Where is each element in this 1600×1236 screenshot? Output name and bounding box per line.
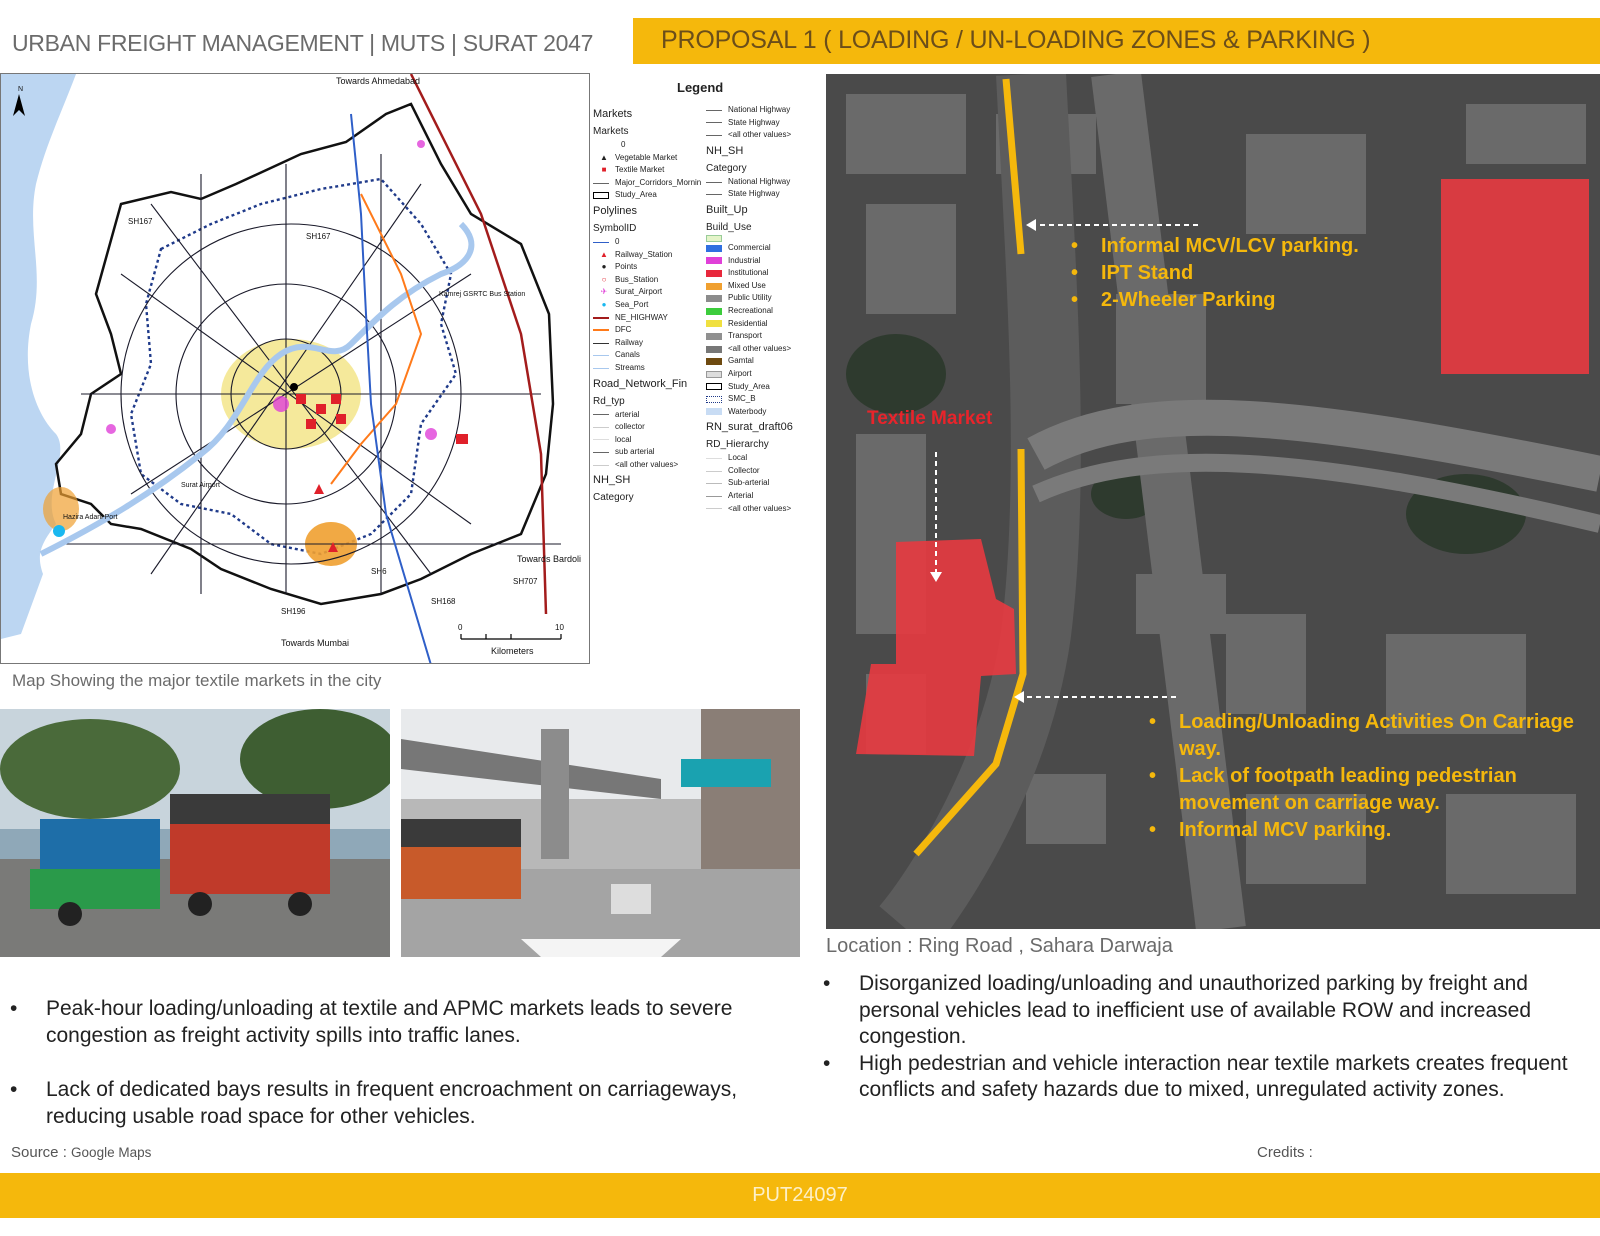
legend-item: 0 xyxy=(593,236,703,249)
legend-item: National Highway xyxy=(706,176,816,189)
sh196-label: SH196 xyxy=(281,607,306,616)
legend-item: Collector xyxy=(706,465,816,478)
legend-item: <all other values> xyxy=(706,129,816,142)
legend-heading: NH_SH xyxy=(593,474,631,487)
legend-item: <all other values> xyxy=(706,503,816,516)
legend-item: ▲ Railway_Station xyxy=(600,249,673,259)
towards-ahmedabad-label: Towards Ahmedabad xyxy=(336,76,421,86)
legend-item: Streams xyxy=(593,362,703,375)
footer-code: PUT24097 xyxy=(752,1184,848,1206)
source-value: Google Maps xyxy=(71,1145,152,1160)
bottom-note: • Lack of footpath leading pedestrian movement on carriage way. xyxy=(1149,765,1517,814)
legend-item: ✈ Surat_Airport xyxy=(600,287,663,297)
legend-item: Institutional xyxy=(706,267,816,280)
sh167-label-b: SH167 xyxy=(306,232,331,241)
sh167-label-a: SH167 xyxy=(128,217,153,226)
top-note: • 2-Wheeler Parking xyxy=(1071,289,1276,311)
legend-item: Railway xyxy=(593,337,703,350)
sh707-label: SH707 xyxy=(513,577,538,586)
legend-heading: Markets xyxy=(593,126,629,137)
source-label: Source : xyxy=(11,1144,67,1161)
legend-item: Recreational xyxy=(706,305,816,318)
legend-heading: Build_Use xyxy=(706,221,752,233)
map-caption: Map Showing the major textile markets in the city xyxy=(12,671,382,690)
observation-item: • High pedestrian and vehicle interaction near textile markets creates frequent conflicts and safety hazards due to mixed, unregulated activity zones. xyxy=(823,1051,1568,1101)
right-observations xyxy=(823,971,1593,1104)
observation-item: • Lack of dedicated bays results in frequent encroachment on carriageways, reducing usable road space for other vehicles. xyxy=(10,1078,738,1128)
legend-item: Public Utility xyxy=(706,292,816,305)
top-note: • IPT Stand xyxy=(1071,262,1194,284)
legend-item: collector xyxy=(593,421,703,434)
source-note xyxy=(11,1144,151,1161)
legend-item: Local xyxy=(706,452,816,465)
legend-item: Arterial xyxy=(706,490,816,503)
legend-title: Legend xyxy=(677,80,724,95)
legend-item: sub arterial xyxy=(593,446,703,459)
scale-start-label: 0 xyxy=(458,623,463,632)
observation-item: • Peak-hour loading/unloading at textile and APMC markets leads to severe congestion as freight activity spills into traffic lanes. xyxy=(10,997,733,1047)
legend-item: Study_Area xyxy=(593,189,703,202)
legend-item: SMC_B xyxy=(706,393,816,406)
proposal-banner xyxy=(633,18,1600,64)
legend-item: <all other values> xyxy=(593,459,703,472)
legend-item: local xyxy=(593,434,703,447)
legend-heading: RN_surat_draft06 xyxy=(706,421,793,434)
legend-item: Industrial xyxy=(706,255,816,268)
legend-item: ● Points xyxy=(601,262,638,272)
left-observations xyxy=(10,996,790,1130)
bottom-note: • Informal MCV parking. xyxy=(1149,819,1392,841)
legend-item: DFC xyxy=(593,324,703,337)
legend-item: 0 xyxy=(621,140,626,149)
legend-item: Sub-arterial xyxy=(706,477,816,490)
legend-heading: Built_Up xyxy=(706,203,748,216)
legend-heading: SymbolID xyxy=(593,222,637,234)
legend-item: Gamtal xyxy=(706,355,816,368)
legend-left-column xyxy=(593,105,703,505)
legend-heading: Category xyxy=(706,162,747,174)
city-map xyxy=(0,73,590,664)
legend-item: Mixed Use xyxy=(706,280,816,293)
legend-item: arterial xyxy=(593,409,703,422)
scale-unit-label: Kilometers xyxy=(491,646,534,656)
legend-heading: NH_SH xyxy=(706,144,744,157)
legend-item: Airport xyxy=(706,368,816,381)
sh6-label: SH6 xyxy=(371,567,387,576)
legend-item: ■ Textile Market xyxy=(601,165,665,175)
airport-label: Surat Airport xyxy=(181,482,220,489)
legend-item: NE_HIGHWAY xyxy=(593,312,703,325)
footer-bar xyxy=(0,1173,1600,1218)
proposal-title: PROPOSAL 1 ( LOADING / UN-LOADING ZONES & PARKING ) xyxy=(661,26,1371,54)
legend-item: Canals xyxy=(593,349,703,362)
towards-mumbai-label: Towards Mumbai xyxy=(281,638,350,648)
legend-right-column xyxy=(706,104,816,515)
bottom-issue-notes xyxy=(1149,709,1579,844)
observation-item: • Disorganized loading/unloading and unauthorized parking by freight and personal vehicles lead to inefficient use of available ROW and increased congestion. xyxy=(823,972,1531,1048)
top-note: • Informal MCV/LCV parking. xyxy=(1071,235,1359,257)
legend-item: Transport xyxy=(706,330,816,343)
textile-market-label: Textile Market xyxy=(867,408,993,429)
legend-item: Waterbody xyxy=(706,406,816,419)
legend-heading: RD_Hierarchy xyxy=(706,439,769,451)
legend-item: Residential xyxy=(706,318,816,331)
legend-item: Major_Corridors_Mornin xyxy=(593,177,703,190)
sea-port-label: Hazira Adani Port xyxy=(63,514,118,521)
legend-item: ▲ Vegetable Market xyxy=(600,152,678,162)
document-title: URBAN FREIGHT MANAGEMENT | MUTS | SURAT 2047 xyxy=(12,30,594,56)
scale-end-label: 10 xyxy=(555,623,564,632)
credits-note: Credits : xyxy=(1257,1144,1313,1161)
legend-heading: Rd_typ xyxy=(593,395,625,407)
legend-item xyxy=(706,235,816,242)
legend-item: National Highway xyxy=(706,104,816,117)
city-map-graphic xyxy=(1,74,590,664)
location-caption: Location : Ring Road , Sahara Darwaja xyxy=(826,935,1173,957)
street-photo-2 xyxy=(401,709,800,957)
legend-item: <all other values> xyxy=(706,343,816,356)
top-issue-notes xyxy=(1071,233,1359,314)
legend-heading: Polylines xyxy=(593,204,638,217)
legend-heading: Category xyxy=(593,492,634,504)
bus-station-label: Kamrej GSRTC Bus Station xyxy=(439,291,526,298)
towards-bardoli-label: Towards Bardoli xyxy=(517,554,582,564)
legend-item: ● Sea_Port xyxy=(601,299,649,309)
north-label: N xyxy=(18,86,24,93)
legend-heading: Road_Network_Fin xyxy=(593,377,688,390)
legend-item: State Highway xyxy=(706,117,816,130)
legend-item: State Highway xyxy=(706,188,816,201)
legend-heading: Markets xyxy=(593,108,633,120)
sh168-label: SH168 xyxy=(431,597,456,606)
legend-item: Study_Area xyxy=(706,381,816,394)
legend-item: ○ Bus_Station xyxy=(601,274,659,284)
bottom-note: • Loading/Unloading Activities On Carriage way. xyxy=(1149,711,1574,760)
street-photo-1 xyxy=(0,709,390,957)
legend-item: Commercial xyxy=(706,242,816,255)
